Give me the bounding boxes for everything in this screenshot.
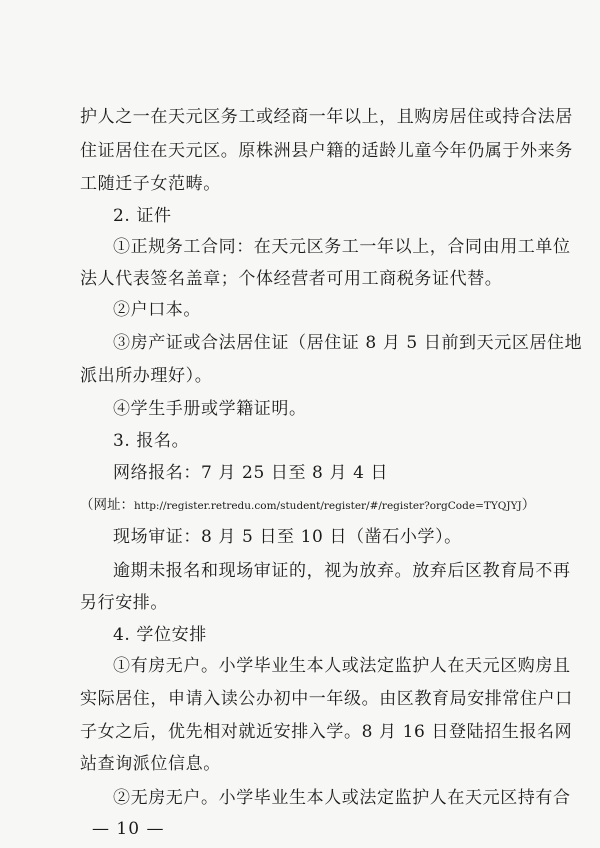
body-text-line: 住证居住在天元区。原株洲县户籍的适龄儿童今年仍属于外来务: [80, 141, 573, 161]
registration-url[interactable]: http://register.retredu.com/student/register/#/register?orgCode=TYQJYJ: [134, 500, 522, 512]
body-text-line: ②无房无户。小学毕业生本人或法定监护人在天元区持有合: [113, 788, 571, 808]
registration-url-line: [80, 495, 535, 516]
list-item: ②户口本。: [113, 300, 201, 320]
body-text-line: 派出所办理好）。: [80, 366, 213, 386]
section-heading-registration: 3. 报名。: [113, 431, 190, 451]
list-item: ④学生手册或学籍证明。: [113, 399, 307, 419]
body-text-line: 子女之后，优先相对就近安排入学。8 月 16 日登陆招生报名网: [80, 722, 573, 742]
url-suffix: ）: [521, 497, 536, 513]
section-heading-documents: 2. 证件: [113, 206, 172, 226]
body-text-line: 法人代表签名盖章；个体经营者可用工商税务证代替。: [80, 269, 503, 289]
body-text-line: ①正规务工合同：在天元区务工一年以上，合同由用工单位: [113, 237, 571, 257]
online-registration-dates: 网络报名：7 月 25 日至 8 月 4 日: [113, 463, 389, 483]
body-text-line: ①有房无户。小学毕业生本人或法定监护人在天元区购房且: [113, 656, 571, 676]
page-number: — 10 —: [92, 819, 165, 839]
body-text-line: 工随迁子女范畴。: [80, 174, 221, 194]
body-text-line: 实际居住，申请入读公办初中一年级。由区教育局安排常住户口: [80, 689, 573, 709]
body-text-line: 护人之一在天元区务工或经商一年以上，且购房居住或持合法居: [80, 107, 573, 127]
body-text-line: 站查询派位信息。: [80, 754, 221, 774]
body-text-line: 另行安排。: [80, 593, 168, 613]
url-prefix: （网址：: [80, 497, 134, 513]
body-text-line: 逾期未报名和现场审证的，视为放弃。放弃后区教育局不再: [113, 561, 571, 581]
list-item: ③房产证或合法居住证（居住证 8 月 5 日前到天元区居住地: [113, 333, 583, 353]
section-heading-placement: 4. 学位安排: [113, 625, 207, 645]
onsite-verification-dates: 现场审证：8 月 5 日至 10 日（凿石小学）。: [113, 527, 462, 547]
